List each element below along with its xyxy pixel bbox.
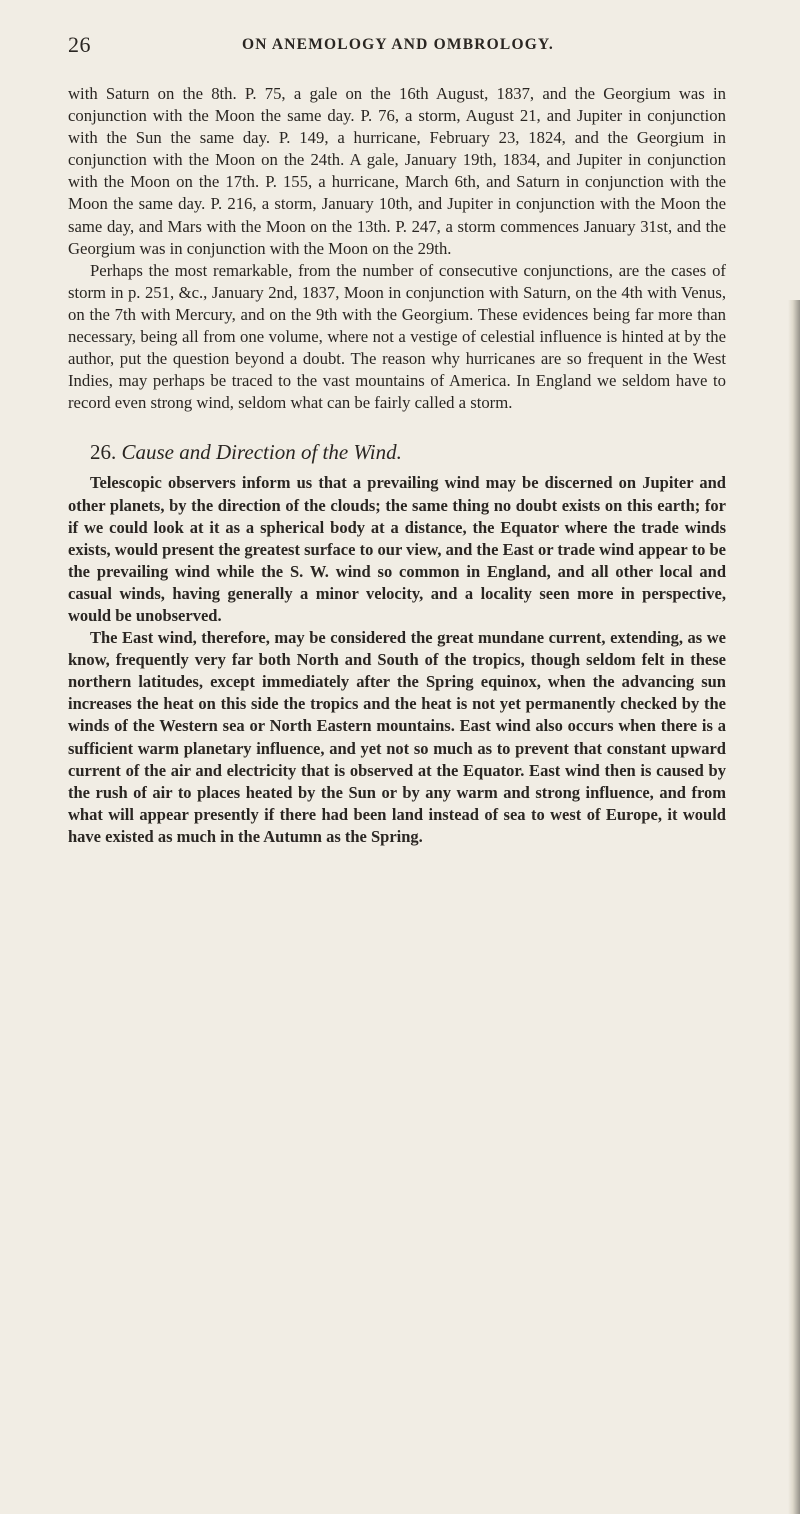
paragraph-2: Perhaps the most remarkable, from the number of consecutive conjunctions, are the cases of storm in p. 251, &c., January 2nd, 1837, Moon in conjunction with Saturn, on the 4th with Venus, on the 7th with Mercury, and on the 9th with the Georgium. These evidences being far more than necessary, being all from one volume, where not a vestige of celestial influence is hinted at by the author, put the question beyond a doubt. The reason why hurricanes are so frequent in the West Indies, may perhaps be traced to the vast mountains of America. In England we seldom have to record even strong wind, seldom what can be fairly called a storm. [68, 260, 726, 413]
paragraph-3: Telescopic observers inform us that a prevailing wind may be discerned on Jupiter and other planets, by the direction of the clouds; the same thing no doubt exists on this earth; for if we could look at it as a spherical body at a distance, the Equator where the trade winds exists, would present the greatest surface to our view, and the East or trade wind appear to be the prevailing wind while the S. W. wind so common in England, and all other local and casual winds, having generally a minor velocity, and a locality seen more in perspective, would be unobserved. [68, 473, 726, 625]
section-gap [68, 414, 726, 438]
section-number: 26. [90, 440, 117, 465]
page-number: 26 [68, 32, 91, 57]
section-title: Cause and Direction of the Wind. [121, 440, 402, 465]
paragraph-4: The East wind, therefore, may be considered the great mundane current, extending, as we know, frequently very far both North and South of the tropics, though seldom felt in these northern latitudes, except immediately after the Spring equinox, when the advancing sun increases the heat on this side the tropics and the heat is not yet permanently checked by the winds of the Western sea or North Eastern mountains. East wind also occurs when there is a sufficient warm planetary influence, and yet not so much as to prevent that constant upward current of the air and electricity that is observed at the Equator. East wind then is caused by the rush of air to places heated by the Sun or by any warm and strong influence, and from what will appear presently if there had been land instead of sea to west of Europe, it would have existed as much in the Autumn as the Spring. [68, 628, 726, 846]
section-heading [68, 438, 726, 466]
page-edge-shadow [788, 300, 800, 1514]
body-text [68, 83, 726, 848]
paragraph-1: with Saturn on the 8th. P. 75, a gale on the 16th August, 1837, and the Georgium was in conjunction with the Moon the same day. P. 76, a storm, August 21, and Jupiter in conjunction with the Sun the same day. P. 149, a hurricane, February 23, 1824, and the Georgium in conjunction with the Moon on the 24th. A gale, January 19th, 1834, and Jupiter in conjunction with the Moon on the 17th. P. 155, a hurricane, March 6th, and Saturn in conjunction with the Moon the same day. P. 216, a storm, January 10th, and Jupiter in conjunction with the Moon the same day, and Mars with the Moon on the 13th. P. 247, a storm commences January 31st, and the Georgium was in conjunction with the Moon on the 29th. [68, 84, 726, 258]
page-header [68, 32, 728, 62]
running-head: ON ANEMOLOGY AND OMBROLOGY. [242, 36, 554, 53]
